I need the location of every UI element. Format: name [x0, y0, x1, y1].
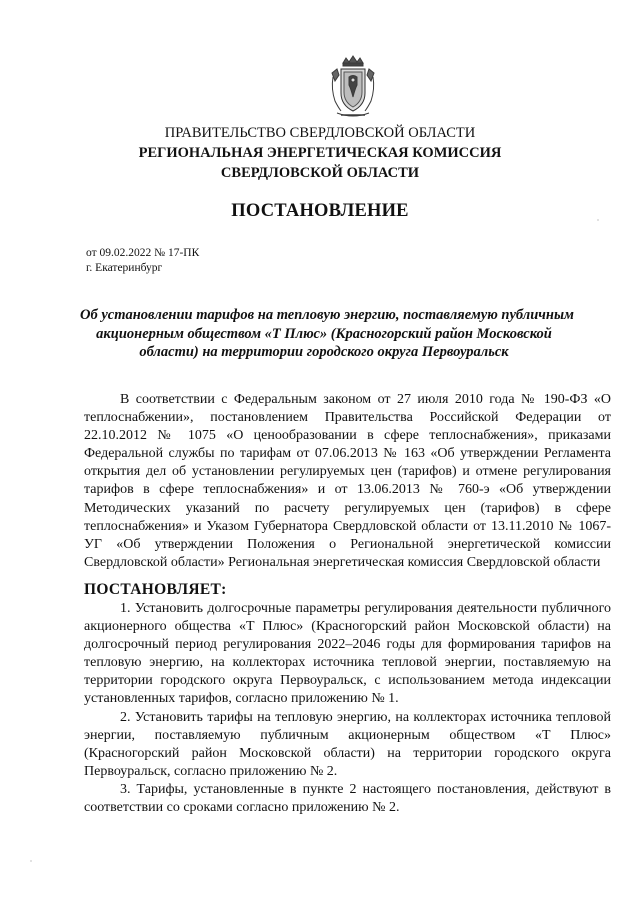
subject-line: области) на территории городского округа Первоуральск — [139, 344, 509, 360]
document-subject — [80, 306, 574, 362]
decree-item-3: 3. Тарифы, установленные в пункте 2 настоящего постановления, действуют в соответствии со сроками согласно приложению № 2. — [84, 781, 611, 816]
subject-line: Об установлении тарифов на тепловую энергию, поставляемую публичным — [80, 307, 574, 323]
preamble — [84, 391, 611, 572]
decree-word: ПОСТАНОВЛЯЕТ: — [84, 581, 227, 598]
decree-items — [84, 600, 611, 817]
scan-speck — [597, 219, 599, 221]
decree-item-2: 2. Установить тарифы на тепловую энергию, на коллекторах источника тепловой энергии, поставляемую публичным акционерным обществом «Т Плюс» (Красногорский район Московской области) на территории городского округа Первоуральск, согласно приложению № 2. — [84, 709, 611, 779]
header-government: ПРАВИТЕЛЬСТВО СВЕРДЛОВСКОЙ ОБЛАСТИ — [164, 125, 476, 141]
document-city: г. Екатеринбург — [86, 262, 163, 274]
preamble-paragraph: В соответствии с Федеральным законом от 27 июля 2010 года № 190-ФЗ «О теплоснабжении», постановлением Правительства Российской Федерации от 22.10.2012 № 1075 «О ценообразовании в сфере теплоснабжения», приказами Федеральной службы по тарифам от 07.06.2013 № 163 «Об утверждении Регламента открытия дел об установлении регулируемых цен (тарифов) и отмене регулирования тарифов в сфере теплоснабжения» и от 13.06.2013 № 760-э «Об утверждении Методических указаний по расчету регулируемых цен (тарифов) в сфере теплоснабжения» и Указом Губернатора Свердловской области от 13.11.2010 № 1067-УГ «Об утверждении Положения о Региональной энергетической комиссии Свердловской области» Региональная энергетическая комиссия Свердловской области — [84, 392, 611, 570]
scan-speck — [30, 860, 32, 862]
coat-of-arms-icon — [329, 55, 377, 119]
header-commission: РЕГИОНАЛЬНАЯ ЭНЕРГЕТИЧЕСКАЯ КОМИССИЯ — [138, 145, 502, 161]
subject-line: акционерным обществом «Т Плюс» (Красногорский район Московской — [96, 325, 552, 342]
header-region: СВЕРДЛОВСКОЙ ОБЛАСТИ — [220, 165, 420, 181]
document-date-number: от 09.02.2022 № 17-ПК — [86, 247, 200, 259]
document-type-title: ПОСТАНОВЛЕНИЕ — [231, 201, 409, 221]
decree-item-1: 1. Установить долгосрочные параметры регулирования деятельности публичного акционерного общества «Т Плюс» (Красногорский район Московской области) на долгосрочный период регулирования 2022–2046 годы для формирования тарифов на тепловую энергию, на коллекторах источника тепловой энергии, поставляемую на территории городского округа Первоуральск, с использованием метода индексации установленных тарифов, согласно приложению № 1. — [84, 601, 611, 707]
